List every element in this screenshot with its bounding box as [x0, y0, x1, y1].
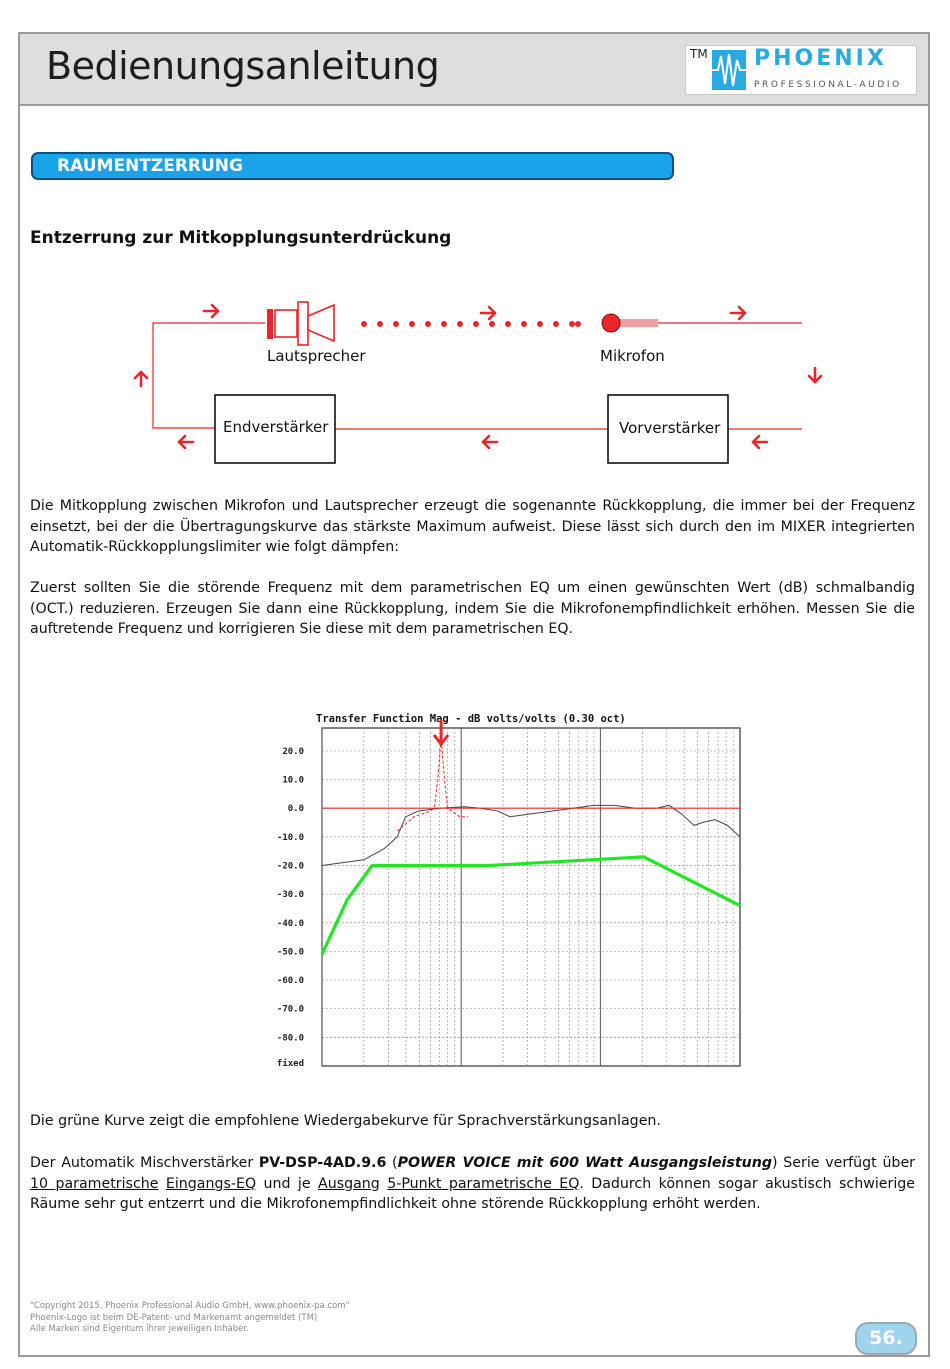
section-title: RAUMENTZERRUNG [57, 156, 243, 176]
series-name: POWER VOICE mit 600 Watt Ausgangsleistung [397, 1155, 772, 1171]
arrow-right-icon [481, 307, 495, 319]
logo-wordmark: PHOENIX [754, 46, 887, 71]
speaker-icon [267, 302, 334, 345]
paragraph-feedback-intro: Die Mitkopplung zwischen Mikrofon und Lautsprecher erzeugt die sogenannte Rückkopplung, die immer bei der Frequenz einsetzt, bei der die Übertragungskurve das stärkste Maximum aufweist. Diese lässt sich durch den im MIXER integrierten Automatik-Rückkopplungslimiter wie folgt dämpfen: [30, 498, 915, 555]
amplifier-label: Endverstärker [223, 418, 329, 436]
page-number: 56. [869, 1327, 903, 1349]
copyright-footer [30, 1301, 350, 1336]
sound-propagation-dots [361, 321, 581, 327]
page-number-badge [855, 1322, 917, 1355]
y-tick-label: -50.0 [276, 947, 304, 958]
microphone-icon [602, 314, 658, 332]
footer-notice: Alle Marken sind Eigentum ihrer jeweiligen Inhaber. [30, 1324, 249, 1334]
transfer-function-chart [262, 708, 746, 1074]
y-tick-label: 10.0 [282, 775, 304, 786]
page-subtitle: Entzerrung zur Mitkopplungsunterdrückung [30, 228, 452, 248]
document-title: Bedienungsanleitung [46, 44, 440, 88]
y-tick-label: -80.0 [276, 1033, 304, 1044]
arrow-right-icon [731, 307, 745, 319]
arrow-left-icon [483, 436, 497, 448]
y-tick-label: -20.0 [276, 861, 304, 872]
logo-subtitle: PROFESSIONAL-AUDIO [754, 80, 902, 90]
footer-trademark: Phoenix-Logo ist beim DE-Patent- und Markenamt angemeldet (TM) [30, 1312, 318, 1323]
arrow-down-icon [809, 368, 821, 382]
y-tick-label: 0.0 [287, 804, 304, 815]
y-tick-label: -40.0 [276, 918, 304, 929]
paragraph-green-curve: Die grüne Kurve zeigt die empfohlene Wiedergabekurve für Sprachverstärkungsanlagen. [30, 1113, 661, 1129]
y-tick-label: -60.0 [276, 976, 304, 987]
microphone-label: Mikrofon [600, 347, 665, 365]
arrow-right-icon [204, 305, 218, 317]
arrow-up-icon [135, 372, 147, 386]
model-name: PV-DSP-4AD.9.6 [258, 1155, 387, 1171]
paragraph-eq-procedure: Zuerst sollten Sie die störende Frequenz mit dem parametrischen EQ um einen gewünschten Wert (dB) schmalbandig (OCT.) reduzieren. Erzeugen Sie dann eine Rückkopplung, indem Sie die Mikrofonempfindlichkeit erhöhen. Messen Sie die auftretende Frequenz und korrigieren Sie diese mit dem parametrischen EQ. [30, 580, 915, 637]
plot-area [322, 728, 740, 1066]
chart-title: Transfer Function Mag - dB volts/volts (0.30 oct) [316, 713, 626, 725]
trademark-label: TM [690, 47, 708, 61]
y-tick-label: 20.0 [282, 746, 304, 757]
arrow-left-icon [753, 436, 767, 448]
feedback-diagram [0, 0, 950, 480]
speaker-label: Lautsprecher [267, 347, 366, 365]
paragraph-product-info: Der Automatik Mischverstärker PV-DSP-4AD.9.6 (POWER VOICE mit 600 Watt Ausgangsleistung) Serie verfügt über 10 parametrische Eingangs-EQ und je Ausgang 5-Punkt parametrische EQ. Dadurch können sogar akustisch schwierige Räume sehr gut entzerrt und die Mikrofonempfindlichkeit ohne störende Rückkopplung erhöht werden. [30, 1155, 916, 1212]
preamp-label: Vorverstärker [619, 419, 721, 437]
y-tick-label: -10.0 [276, 832, 304, 843]
y-tick-label: -30.0 [276, 890, 304, 901]
footer-copyright: "Copyright 2015, Phoenix Professional Audio GmbH, www.phoenix-pa.com" [30, 1301, 350, 1311]
y-tick-label: -70.0 [276, 1004, 304, 1015]
y-bottom-label: fixed [276, 1059, 304, 1070]
arrow-left-icon [179, 436, 193, 448]
